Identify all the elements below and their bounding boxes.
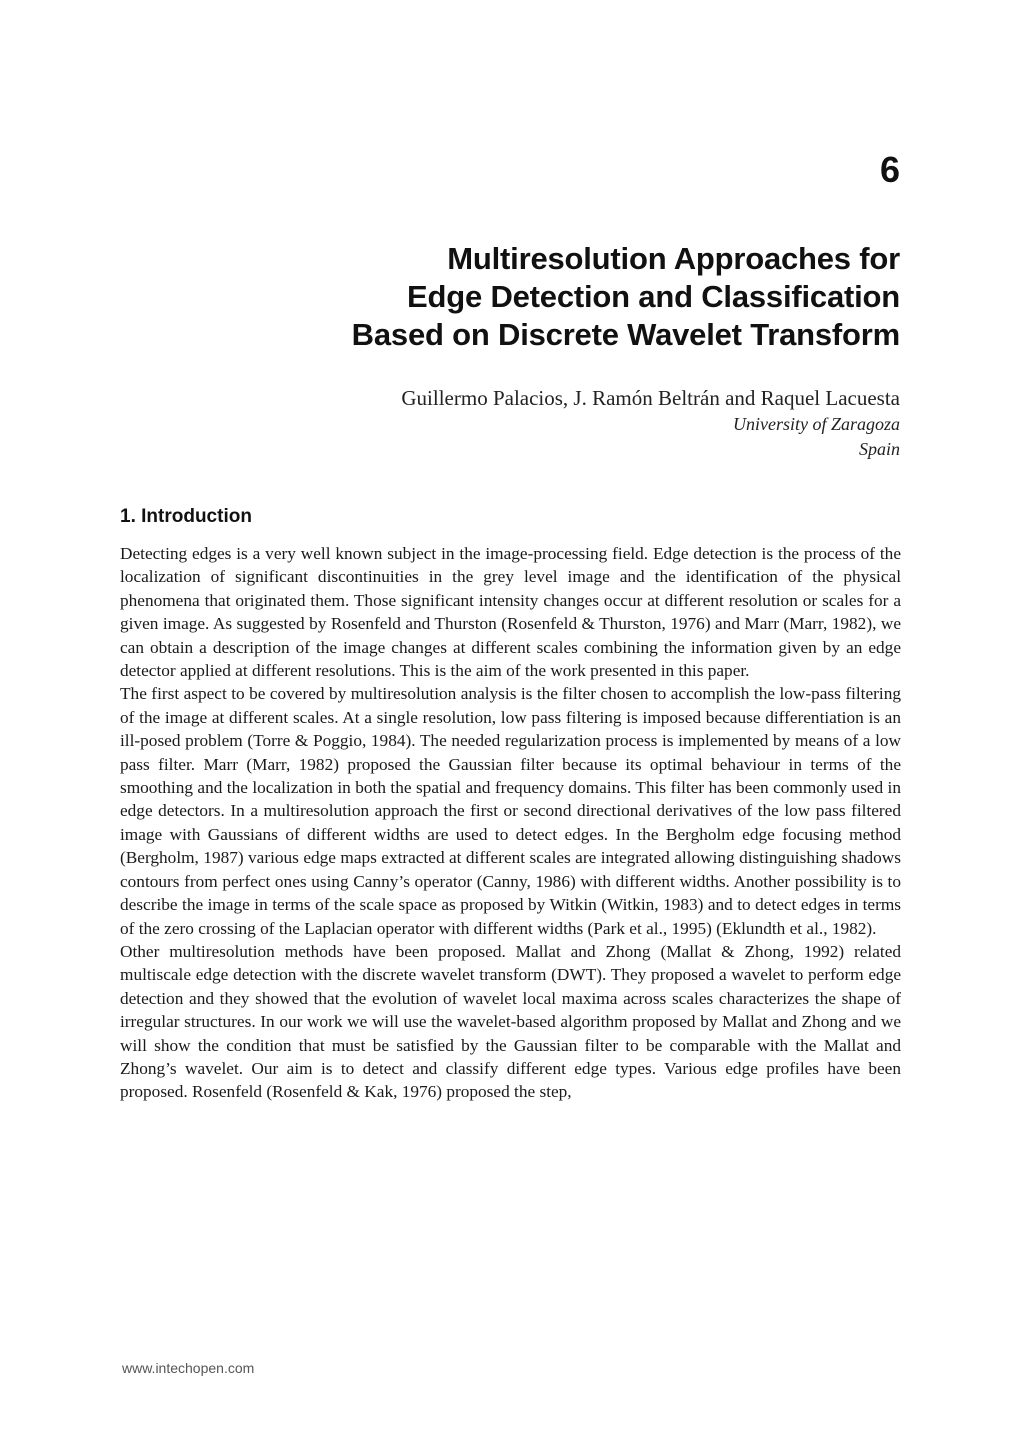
affiliation [733, 412, 900, 462]
country: Spain [858, 439, 900, 459]
title-line: Edge Detection and Classification [407, 279, 900, 314]
section-body [120, 542, 901, 1104]
footer-url: www.intechopen.com [122, 1360, 255, 1376]
paragraph: Detecting edges is a very well known subject in the image-processing field. Edge detection is the process of the localization of significant discontinuities in the grey level image and the identification of the physical phenomena that originated them. Those significant intensity changes occur at different resolution or scales for a given image. As suggested by Rosenfeld and Thurston (Rosenfeld & Thurston, 1976) and Marr (Marr, 1982), we can obtain a description of the image changes at different scales combining the information given by an edge detector applied at different resolutions. This is the aim of the work presented in this paper. [120, 544, 901, 681]
paragraph: Other multiresolution methods have been proposed. Mallat and Zhong (Mallat & Zhong, 1992) related multiscale edge detection with the discrete wavelet transform (DWT). They proposed a wavelet to perform edge detection and they showed that the evolution of wavelet local maxima across scales characterizes the shape of irregular structures. In our work we will use the wavelet-based algorithm proposed by Mallat and Zhong and we will show the condition that must be satisfied by the Gaussian filter to be comparable with the Mallat and Zhong’s wavelet. Our aim is to detect and classify different edge types. Various edge profiles have been proposed. Rosenfeld (Rosenfeld & Kak, 1976) proposed the step, [120, 941, 901, 1102]
title-line: Based on Discrete Wavelet Transform [351, 317, 900, 352]
title-line: Multiresolution Approaches for [447, 241, 900, 276]
section-heading: 1. Introduction [120, 506, 252, 527]
institution: University of Zaragoza [732, 414, 900, 434]
author-list: Guillermo Palacios, J. Ramón Beltrán and Raquel Lacuesta [401, 386, 900, 410]
chapter-number: 6 [879, 149, 900, 190]
chapter-title [200, 240, 900, 354]
paragraph: The first aspect to be covered by multiresolution analysis is the filter chosen to accomplish the low-pass filtering of the image at different scales. At a single resolution, low pass filtering is imposed because differentiation is an ill-posed problem (Torre & Poggio, 1984). The needed regularization process is implemented by means of a low pass filter. Marr (Marr, 1982) proposed the Gaussian filter because its optimal behaviour in terms of the smoothing and the localization in both the spatial and frequency domains. This filter has been commonly used in edge detectors. In a multiresolution approach the first or second directional derivatives of the low pass filtered image with Gaussians of different widths are used to detect edges. In the Bergholm edge focusing method (Bergholm, 1987) various edge maps extracted at different scales are integrated allowing distinguishing shadows contours from perfect ones using Canny’s operator (Canny, 1986) with different widths. Another possibility is to describe the image in terms of the scale space as proposed by Witkin (Witkin, 1983) and to detect edges in terms of the zero crossing of the Laplacian operator with different widths (Park et al., 1995) (Eklundth et al., 1982). [120, 684, 901, 938]
